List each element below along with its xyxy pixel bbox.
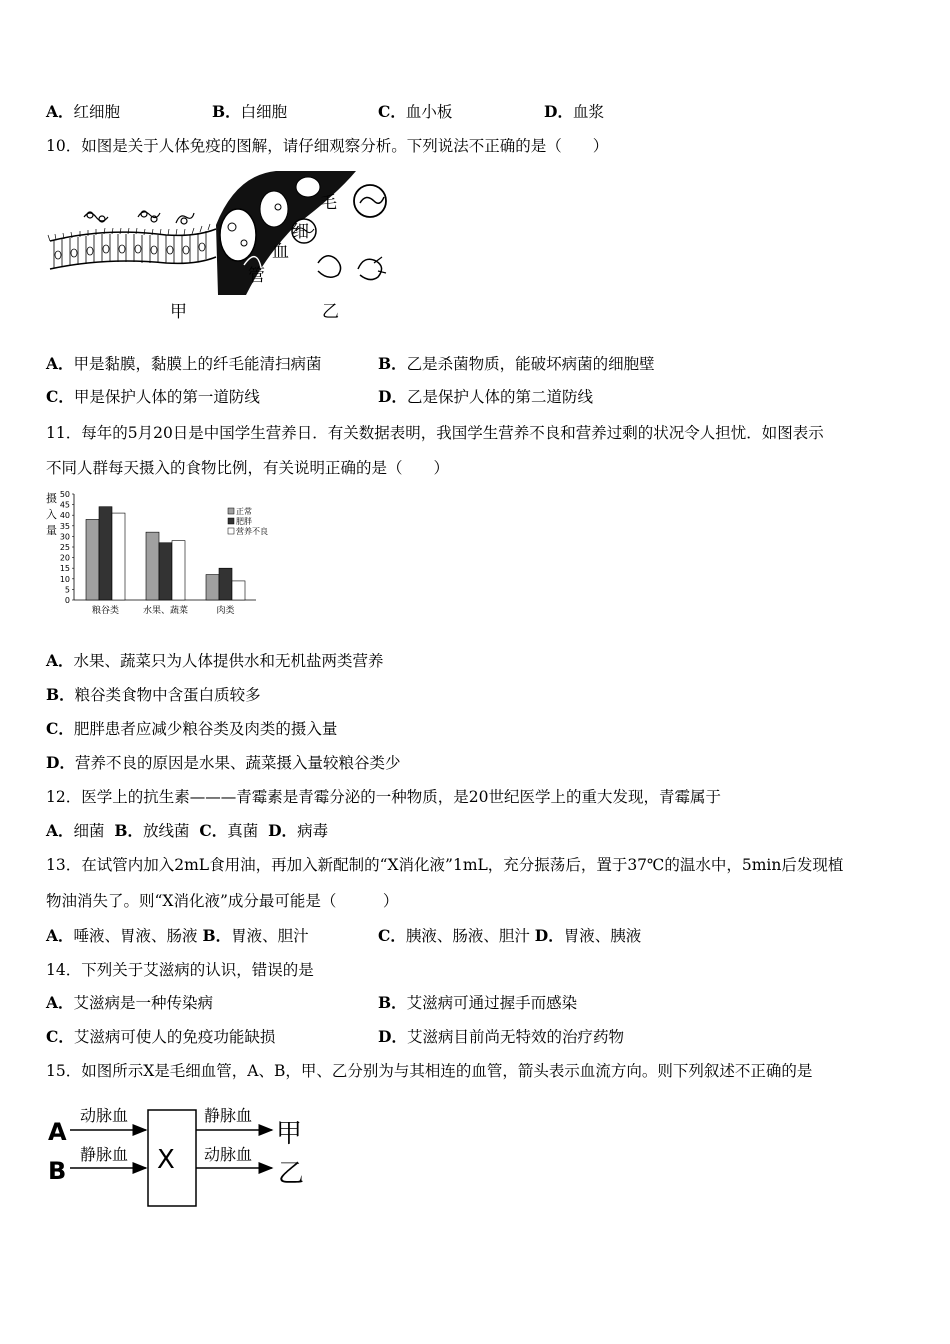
q10-option-d: D．乙是保护人体的第二道防线 bbox=[378, 387, 593, 406]
y-tick-label: 15 bbox=[59, 564, 70, 574]
q14-option-a: A．艾滋病是一种传染病 bbox=[46, 993, 214, 1012]
q13-option-cd: C．胰液、肠液、胆汁 D．胃液、胰液 bbox=[378, 926, 642, 945]
x-axis-labels bbox=[92, 604, 235, 616]
label-guan: 管 bbox=[248, 266, 265, 286]
label-xue: 血 bbox=[272, 242, 289, 262]
food-intake-chart bbox=[44, 488, 284, 618]
label-jia: 甲 bbox=[170, 302, 187, 322]
q9-option-a: A．红细胞 bbox=[46, 102, 121, 121]
legend-swatch bbox=[228, 508, 234, 514]
mucosa-illustration bbox=[48, 211, 216, 269]
chart-ylabel-2: 入 bbox=[46, 508, 57, 521]
q9-option-d: D．血浆 bbox=[544, 102, 604, 121]
legend-swatch bbox=[228, 518, 234, 524]
legend-label: 肥胖 bbox=[236, 517, 252, 526]
q10-option-a: A．甲是黏膜，黏膜上的纤毛能清扫病菌 bbox=[46, 354, 322, 373]
q14-option-b: B．艾滋病可通过握手而感染 bbox=[378, 993, 578, 1012]
bar-营养不良-粮谷类 bbox=[112, 513, 125, 600]
chart-legend bbox=[228, 506, 268, 536]
label-yi: 乙 bbox=[322, 302, 339, 322]
label-xi: 细 bbox=[292, 222, 309, 242]
x-tick-label: 肉类 bbox=[216, 606, 235, 616]
chart-ylabel-1: 摄 bbox=[46, 492, 57, 505]
chart-ylabel-3: 量 bbox=[46, 524, 57, 537]
y-tick-label: 35 bbox=[59, 521, 70, 531]
chart-bars bbox=[86, 507, 245, 600]
q14-option-c: C．艾滋病可使人的免疫功能缺损 bbox=[46, 1027, 276, 1046]
legend-label: 营养不良 bbox=[236, 527, 268, 536]
bar-肥胖-水果、蔬菜 bbox=[159, 543, 172, 600]
q10-stem: 10．如图是关于人体免疫的图解，请仔细观察分析。下列说法不正确的是（ ） bbox=[46, 137, 609, 155]
label-B: B bbox=[48, 1157, 67, 1185]
q11-option-b: B．粮谷类食物中含蛋白质较多 bbox=[46, 685, 261, 704]
label-a-blood: 动脉血 bbox=[80, 1106, 129, 1125]
label-b-blood: 静脉血 bbox=[80, 1145, 129, 1164]
label-X: X bbox=[157, 1145, 175, 1175]
q15-stem: 15．如图所示X是毛细血管，A、B，甲、乙分别为与其相连的血管，箭头表示血流方向。则下列叙述不正确的是 bbox=[46, 1062, 813, 1080]
y-tick-label: 25 bbox=[59, 543, 70, 552]
bar-正常-水果、蔬菜 bbox=[146, 532, 159, 600]
bar-营养不良-肉类 bbox=[232, 581, 245, 600]
x-tick-label: 水果、蔬菜 bbox=[142, 606, 189, 616]
q11-stem-line1: 11．每年的5月20日是中国学生营养日．有关数据表明，我国学生营养不良和营养过剩的状况令人担忧．如图表示 bbox=[46, 424, 824, 442]
label-jia-blood: 静脉血 bbox=[204, 1106, 253, 1125]
y-axis-ticks bbox=[60, 490, 74, 605]
q13-stem-line1: 13．在试管内加入2mL食用油，再加入新配制的“X消化液”1mL，充分振荡后，置于37℃的温水中，5min后发现植 bbox=[46, 856, 844, 874]
q9-option-c: C．血小板 bbox=[378, 102, 453, 121]
q12-options: A．细菌 B．放线菌 C．真菌 D．病毒 bbox=[46, 821, 329, 840]
q11-option-a: A．水果、蔬菜只为人体提供水和无机盐两类营养 bbox=[46, 651, 384, 670]
y-tick-label: 45 bbox=[59, 500, 70, 510]
y-tick-label: 10 bbox=[59, 574, 70, 584]
q11-stem-line2: 不同人群每天摄入的食物比例，有关说明正确的是（ ） bbox=[46, 459, 450, 477]
q9-option-b: B．白细胞 bbox=[212, 102, 288, 121]
label-mao: 毛 bbox=[320, 193, 337, 213]
label-jia-vessel: 甲 bbox=[276, 1119, 303, 1149]
y-tick-label: 50 bbox=[59, 490, 70, 499]
y-tick-label: 30 bbox=[59, 532, 70, 542]
bar-正常-粮谷类 bbox=[86, 519, 99, 600]
bar-营养不良-水果、蔬菜 bbox=[172, 541, 185, 600]
capillary-flow-diagram bbox=[46, 1096, 316, 1216]
label-yi-blood: 动脉血 bbox=[204, 1145, 253, 1164]
y-tick-label: 40 bbox=[59, 511, 70, 521]
q10-option-b: B．乙是杀菌物质，能破坏病菌的细胞壁 bbox=[378, 354, 655, 373]
y-tick-label: 20 bbox=[59, 553, 70, 563]
q14-stem: 14．下列关于艾滋病的认识，错误的是 bbox=[46, 961, 314, 979]
bar-肥胖-粮谷类 bbox=[99, 507, 112, 600]
q10-option-c: C．甲是保护人体的第一道防线 bbox=[46, 387, 260, 406]
y-tick-label: 5 bbox=[64, 585, 70, 595]
bar-肥胖-肉类 bbox=[219, 568, 232, 600]
bar-正常-肉类 bbox=[206, 575, 219, 600]
q13-stem-line2: 物油消失了。则“X消化液”成分最可能是（ ） bbox=[46, 892, 399, 910]
x-tick-label: 粮谷类 bbox=[91, 606, 120, 616]
capillary-illustration bbox=[216, 171, 386, 295]
q12-stem: 12．医学上的抗生素———青霉素是青霉分泌的一种物质，是20世纪医学上的重大发现，青霉属于 bbox=[46, 788, 721, 806]
q11-option-c: C．肥胖患者应减少粮谷类及肉类的摄入量 bbox=[46, 719, 338, 738]
immune-figure bbox=[46, 165, 396, 325]
q14-option-d: D．艾滋病目前尚无特效的治疗药物 bbox=[378, 1027, 624, 1046]
q13-option-ab: A．唾液、胃液、肠液 B．胃液、胆汁 bbox=[46, 926, 309, 945]
legend-swatch bbox=[228, 528, 234, 534]
y-tick-label: 0 bbox=[64, 596, 70, 605]
legend-label: 正常 bbox=[236, 507, 252, 516]
label-A: A bbox=[48, 1118, 67, 1146]
q11-option-d: D．营养不良的原因是水果、蔬菜摄入量较粮谷类少 bbox=[46, 753, 401, 772]
label-yi-vessel: 乙 bbox=[278, 1159, 305, 1189]
